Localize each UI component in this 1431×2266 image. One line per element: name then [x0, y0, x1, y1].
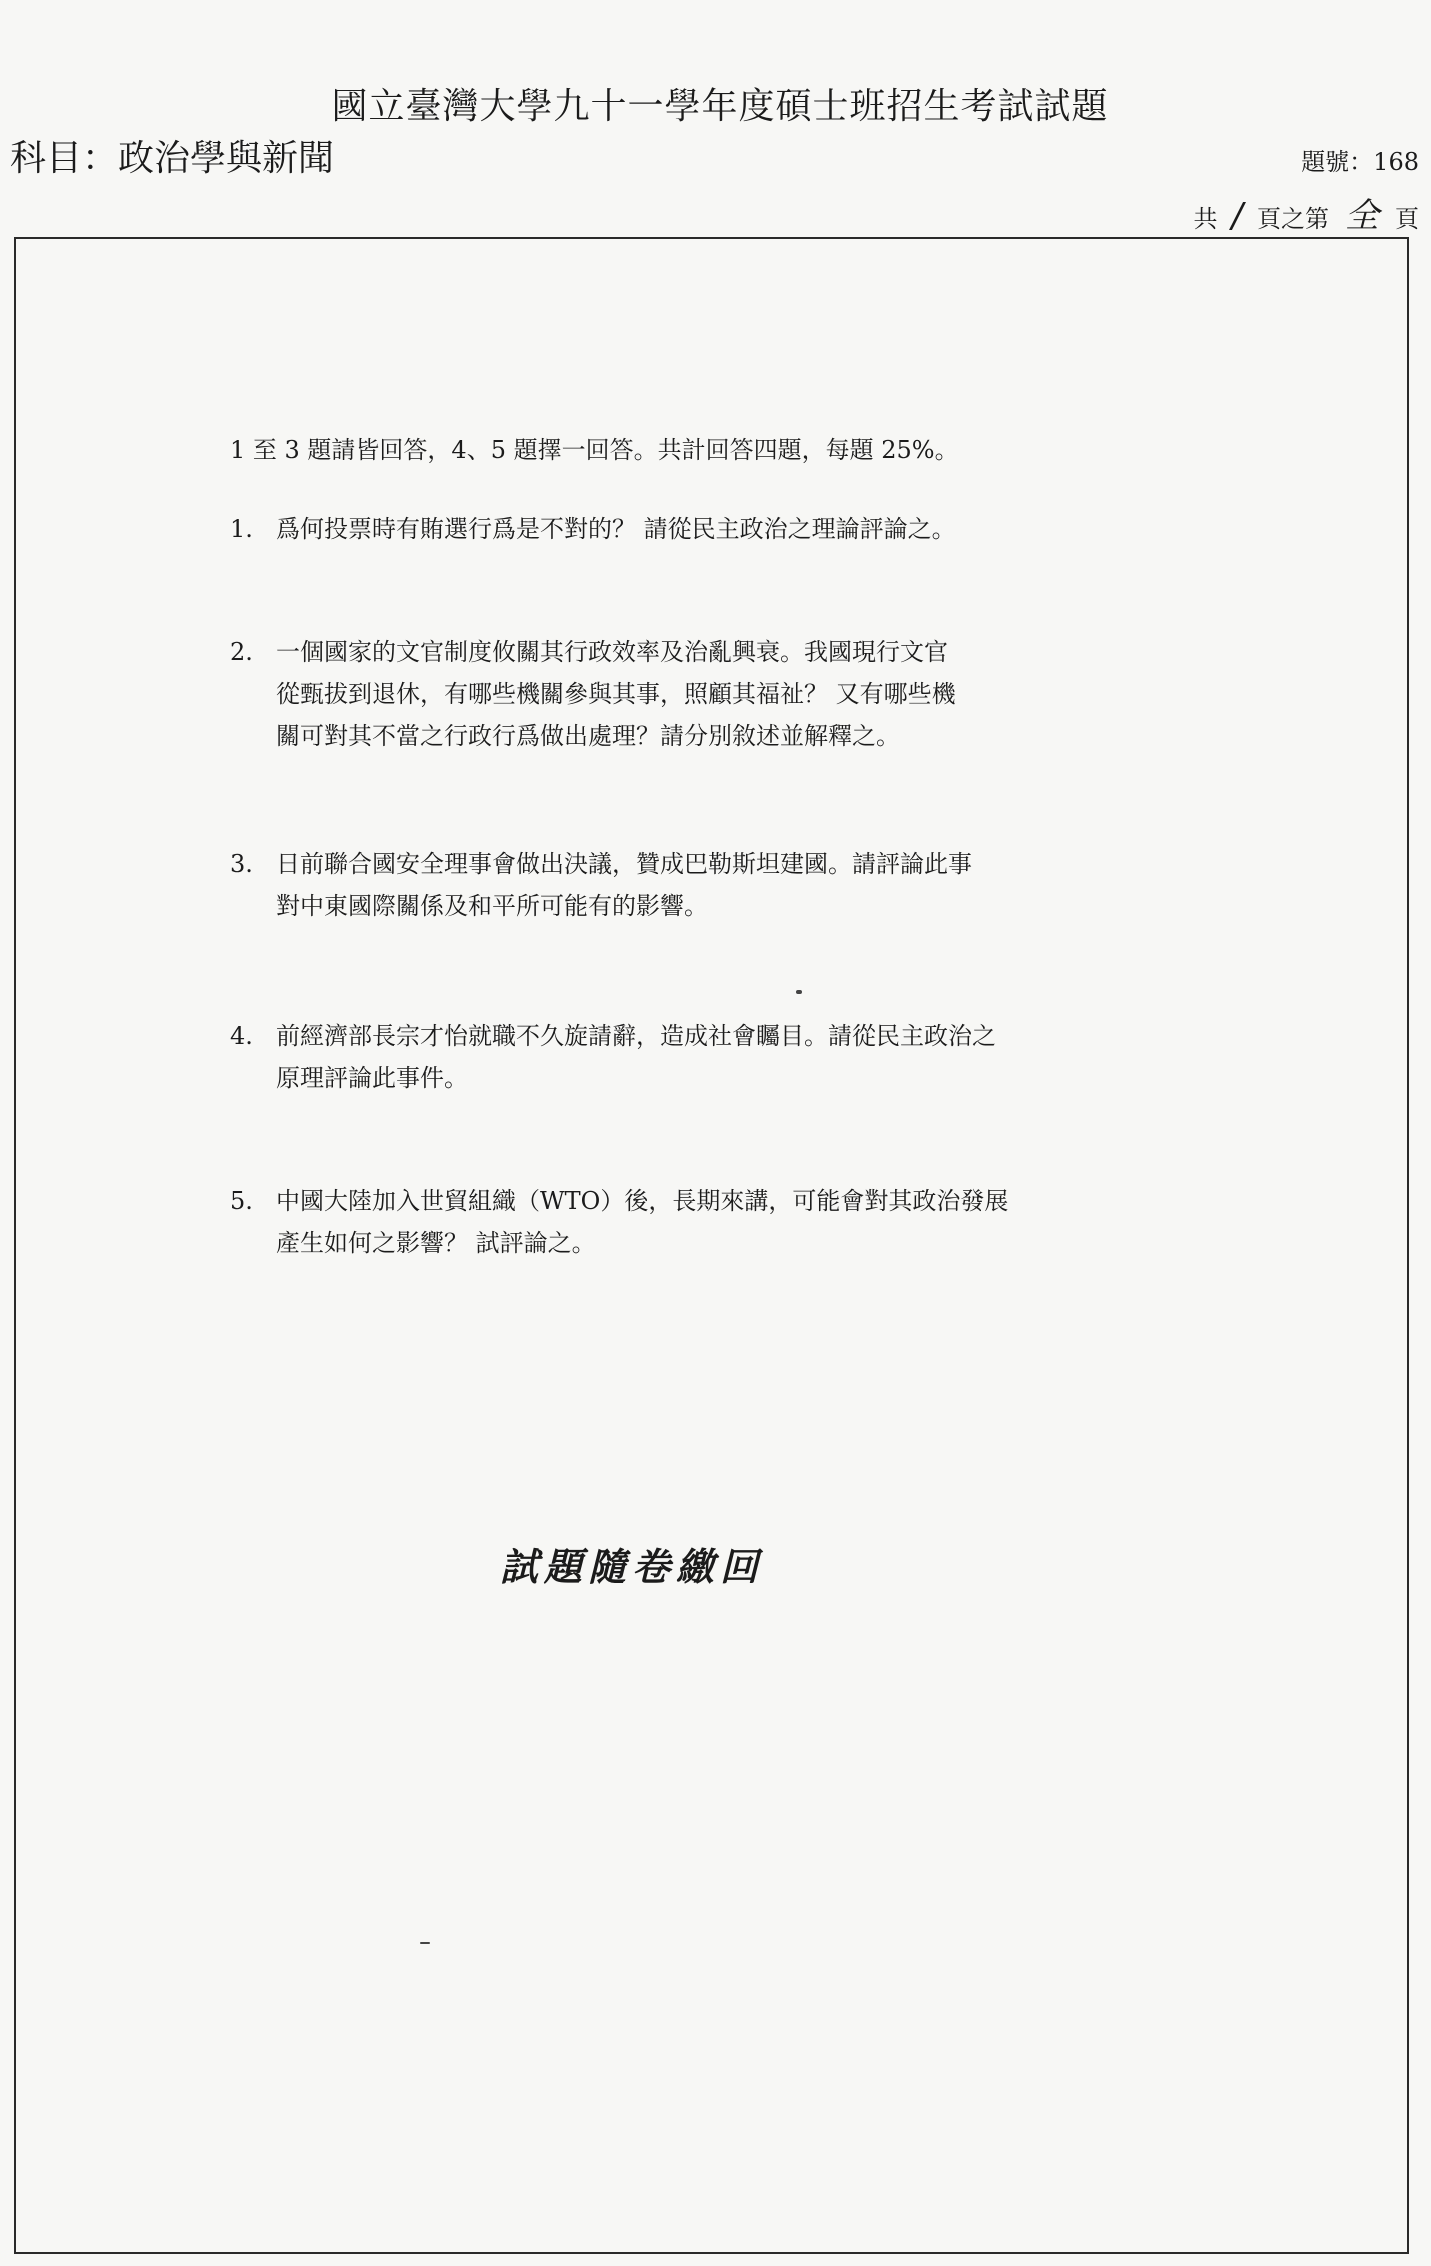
question-line: 關可對其不當之行政行爲做出處理？請分別敘述並解釋之。 [276, 722, 900, 750]
question-line: 原理評論此事件。 [276, 1064, 468, 1092]
question-3 [230, 843, 1146, 927]
question-line: 產生如何之影響？ 試評論之。 [276, 1229, 596, 1257]
question-number: 題號：168 [1301, 148, 1419, 176]
scan-mark [796, 990, 802, 994]
question-line: 從甄拔到退休，有哪些機關參與其事，照顧其福祉？ 又有哪些機 [276, 680, 956, 708]
page-current-value: 全 [1343, 188, 1381, 238]
page-suffix: 頁 [1395, 205, 1419, 233]
question-line: 一個國家的文官制度攸關其行政效率及治亂興衰。我國現行文官 [276, 638, 948, 666]
instructions: 1 至 3 題請皆回答，4、5 題擇一回答。共計回答四題，每題 25%。 [230, 436, 959, 464]
question-body [276, 1180, 1146, 1264]
question-2 [230, 631, 1146, 757]
page-of-label: 頁之第 [1257, 205, 1329, 233]
question-body [276, 508, 1146, 550]
question-body [276, 1015, 1146, 1099]
question-line: 日前聯合國安全理事會做出決議，贊成巴勒斯坦建國。請評論此事 [276, 850, 972, 878]
question-body [276, 843, 1146, 927]
question-number-label: 1. [230, 515, 253, 543]
exam-subject: 科目：政治學與新聞 [10, 138, 335, 179]
scan-mark [420, 1942, 430, 1944]
question-number-label: 4. [230, 1022, 253, 1050]
page-total-value: / [1231, 196, 1243, 236]
page-info [1194, 188, 1419, 238]
question-line: 對中東國際關係及和平所可能有的影響。 [276, 892, 708, 920]
exam-title: 國立臺灣大學九十一學年度碩士班招生考試試題 [331, 86, 1109, 127]
question-number-label: 2. [230, 638, 253, 666]
question-line: 爲何投票時有賄選行爲是不對的？ 請從民主政治之理論評論之。 [276, 515, 956, 543]
question-number-label: 3. [230, 850, 253, 878]
question-number-label: 5. [230, 1187, 253, 1215]
question-1 [230, 508, 1146, 550]
question-body [276, 631, 1146, 757]
question-line: 前經濟部長宗才怡就職不久旋請辭，造成社會矚目。請從民主政治之 [276, 1022, 996, 1050]
question-4 [230, 1015, 1146, 1099]
question-line: 中國大陸加入世貿組織（WTO）後，長期來講，可能會對其政治發展 [276, 1187, 1009, 1215]
return-exam-stamp: 試題隨卷繳回 [500, 1544, 765, 1589]
question-5 [230, 1180, 1146, 1264]
page-total-label: 共 [1193, 205, 1218, 233]
